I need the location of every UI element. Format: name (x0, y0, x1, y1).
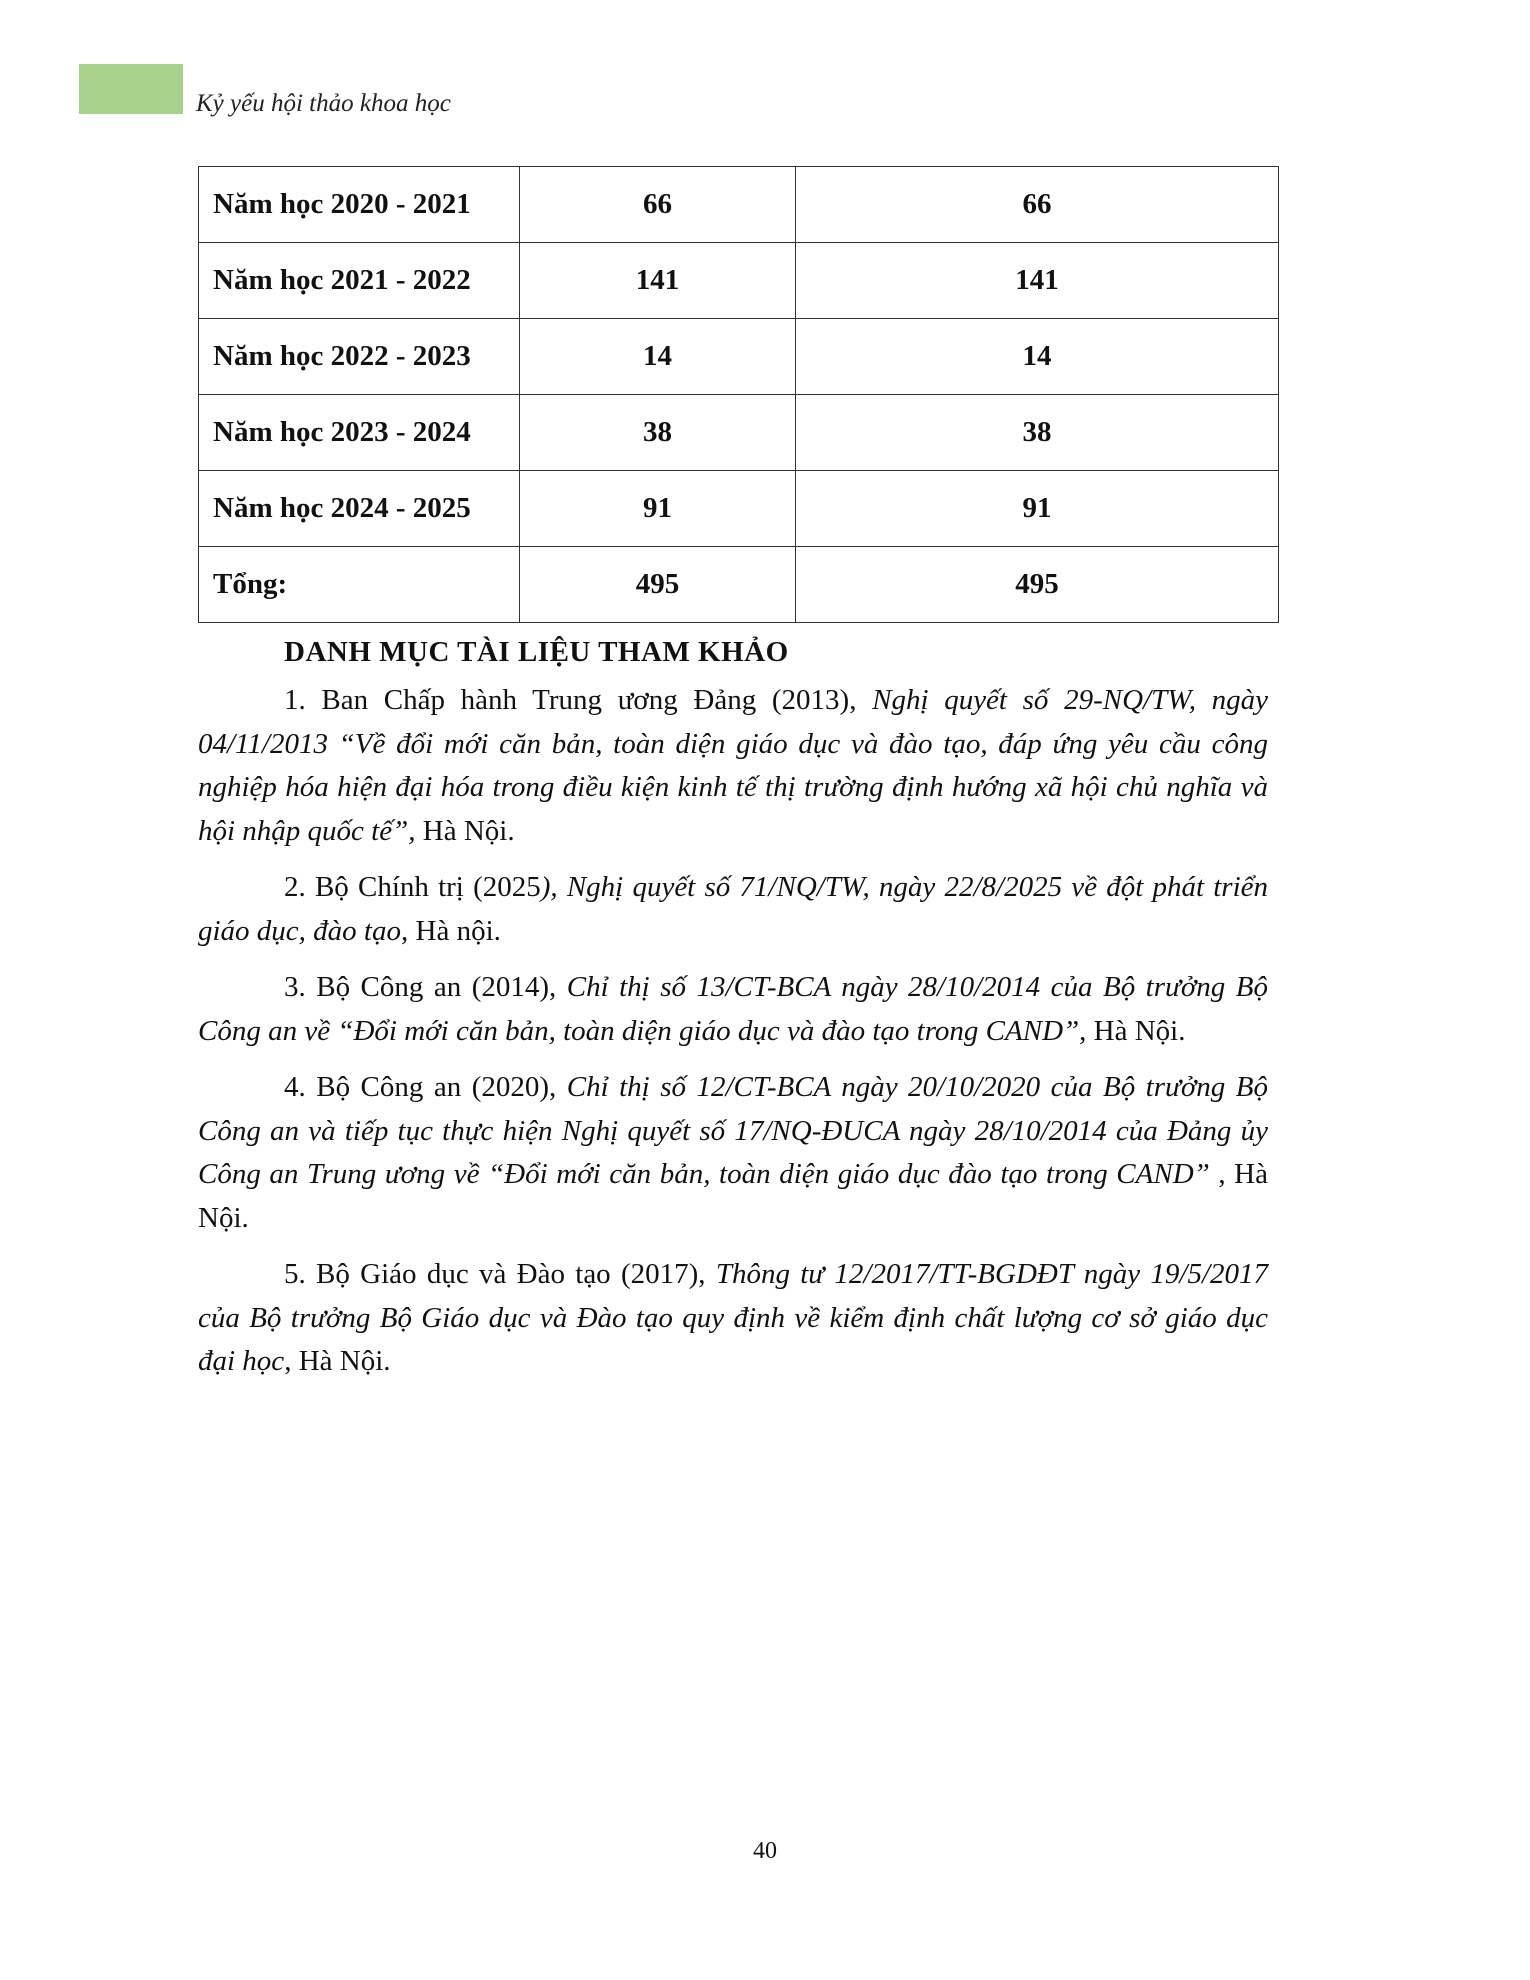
total-value-2: 495 (796, 547, 1279, 623)
statistics-table (198, 166, 1279, 623)
row-label: Năm học 2024 - 2025 (199, 471, 520, 547)
reference-lead: 4. Bộ Công an (2020), (284, 1071, 567, 1103)
row-label: Năm học 2021 - 2022 (199, 243, 520, 319)
table-row (199, 167, 1279, 243)
reference-title: Nghị quyết số 29-NQ/TW, ngày 04/11/2013 “Về đổi mới căn bản, toàn diện giáo dục và đào tạo, đáp ứng yêu cầu công nghiệp hóa hiện đại hóa trong điều kiện kinh tế thị trường định hướng xã hội chủ nghĩa và hội nhập quốc tế”, (198, 684, 1269, 847)
reference-lead: 5. Bộ Giáo dục và Đào tạo (2017), (284, 1258, 716, 1290)
reference-item (198, 1066, 1268, 1240)
row-value-1: 66 (520, 167, 796, 243)
reference-tail: Hà Nội. (415, 814, 515, 847)
header-color-block (79, 64, 183, 114)
references-section (198, 636, 1268, 1397)
table-total-row (199, 547, 1279, 623)
row-label: Năm học 2023 - 2024 (199, 395, 520, 471)
row-value-2: 141 (796, 243, 1279, 319)
reference-title: Chỉ thị số 12/CT-BCA ngày 20/10/2020 của Bộ trưởng Bộ Công an và tiếp tục thực hiện Nghị quyết số 17/NQ-ĐUCA ngày 28/10/2014 của Đảng ủy Công an Trung ương về “Đổi mới căn bản, toàn diện giáo dục đào tạo trong CAND” (198, 1071, 1268, 1190)
table-row (199, 319, 1279, 395)
reference-lead: 2. Bộ Chính trị (2025 (284, 871, 541, 903)
row-value-2: 66 (796, 167, 1279, 243)
reference-lead: 3. Bộ Công an (2014), (284, 971, 567, 1003)
row-value-1: 38 (520, 395, 796, 471)
page-number: 40 (753, 1838, 777, 1864)
reference-tail: , Hà Nội. (198, 1158, 1268, 1234)
reference-lead: 1. Ban Chấp hành Trung ương Đảng (2013), (284, 684, 873, 716)
reference-tail: , Hà Nội. (1079, 1014, 1186, 1047)
table-row (199, 395, 1279, 471)
row-label: Năm học 2020 - 2021 (199, 167, 520, 243)
reference-title: Thông tư 12/2017/TT-BGDĐT ngày 19/5/2017 của Bộ trưởng Bộ Giáo dục và Đào tạo quy định về kiểm định chất lượng cơ sở giáo dục đại học (198, 1258, 1268, 1377)
row-value-1: 91 (520, 471, 796, 547)
reference-title: ), Nghị quyết số 71/NQ/TW, ngày 22/8/2025 về đột phát triển giáo dục, đào tạo (198, 871, 1269, 947)
reference-item (198, 1253, 1268, 1384)
total-label: Tổng: (199, 547, 520, 623)
reference-tail: , Hà nội. (401, 914, 501, 947)
row-value-2: 91 (796, 471, 1279, 547)
row-value-2: 14 (796, 319, 1279, 395)
row-label: Năm học 2022 - 2023 (199, 319, 520, 395)
row-value-2: 38 (796, 395, 1279, 471)
row-value-1: 14 (520, 319, 796, 395)
table-row (199, 243, 1279, 319)
references-heading: DANH MỤC TÀI LIỆU THAM KHẢO (284, 636, 789, 668)
running-header-title: Kỷ yếu hội thảo khoa học (196, 90, 451, 117)
row-value-1: 141 (520, 243, 796, 319)
total-value-1: 495 (520, 547, 796, 623)
reference-tail: , Hà Nội. (284, 1345, 391, 1377)
reference-item (198, 679, 1268, 853)
reference-item (198, 966, 1268, 1053)
reference-item (198, 866, 1268, 953)
reference-title: Chỉ thị số 13/CT-BCA ngày 28/10/2014 của Bộ trưởng Bộ Công an về “Đổi mới căn bản, toàn diện giáo dục và đào tạo trong CAND” (198, 971, 1268, 1047)
table-row (199, 471, 1279, 547)
